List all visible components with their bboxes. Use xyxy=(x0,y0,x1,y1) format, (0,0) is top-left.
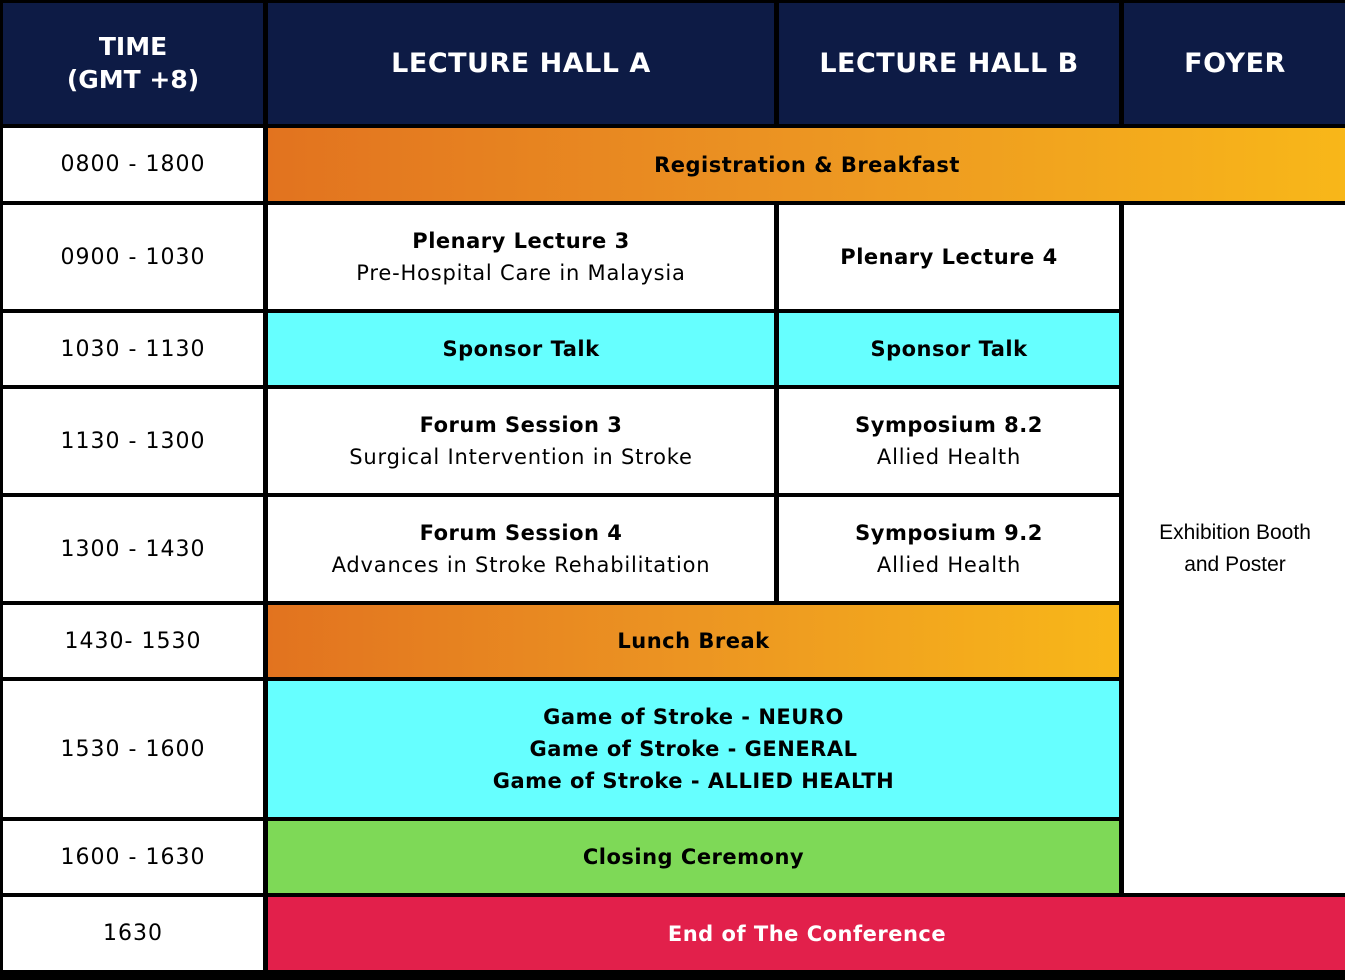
foyer-line1: Exhibition Booth xyxy=(1159,521,1311,544)
session-registration xyxy=(268,128,1345,201)
session-subtitle: Advances in Stroke Rehabilitation xyxy=(331,553,711,577)
session-lunch-break xyxy=(268,605,1119,677)
header-foyer: FOYER xyxy=(1124,3,1345,124)
header-time xyxy=(3,3,263,124)
foyer-exhibition xyxy=(1124,205,1345,893)
session-title-line: Game of Stroke - ALLIED HEALTH xyxy=(492,769,895,793)
header-hall-a: LECTURE HALL A xyxy=(268,3,774,124)
session-title: Forum Session 3 xyxy=(419,413,623,437)
header-time-line1: TIME xyxy=(98,32,168,61)
header-time-line2: (GMT +8) xyxy=(66,64,200,94)
session-title-line: Game of Stroke - GENERAL xyxy=(529,737,858,761)
session-sponsor-talk-b xyxy=(779,313,1119,385)
session-closing-ceremony xyxy=(268,821,1119,893)
time-cell: 1030 - 1130 xyxy=(3,313,263,385)
session-subtitle: Allied Health xyxy=(876,445,1022,469)
session-sponsor-talk-a xyxy=(268,313,774,385)
session-plenary-lecture-4 xyxy=(779,205,1119,309)
time-cell: 1430- 1530 xyxy=(3,605,263,677)
time-cell: 1630 xyxy=(3,897,263,970)
session-forum-session-3 xyxy=(268,389,774,493)
session-subtitle: Surgical Intervention in Stroke xyxy=(349,445,693,469)
session-title: Symposium 9.2 xyxy=(855,521,1043,545)
session-title: End of The Conference xyxy=(667,921,947,946)
time-cell: 0800 - 1800 xyxy=(3,128,263,201)
session-end-of-conference xyxy=(268,897,1345,970)
session-title: Symposium 8.2 xyxy=(855,413,1043,437)
time-cell: 1530 - 1600 xyxy=(3,681,263,817)
session-subtitle: Allied Health xyxy=(876,553,1022,577)
session-plenary-lecture-3 xyxy=(268,205,774,309)
header-hall-b: LECTURE HALL B xyxy=(779,3,1119,124)
session-title: Closing Ceremony xyxy=(582,845,805,869)
foyer-line2: and Poster xyxy=(1184,553,1286,576)
session-game-of-stroke xyxy=(268,681,1119,817)
time-cell: 1600 - 1630 xyxy=(3,821,263,893)
session-forum-session-4 xyxy=(268,497,774,601)
session-title: Sponsor Talk xyxy=(442,337,600,361)
session-symposium-9-2 xyxy=(779,497,1119,601)
session-subtitle: Pre-Hospital Care in Malaysia xyxy=(356,261,686,285)
session-symposium-8-2 xyxy=(779,389,1119,493)
session-title-line: Game of Stroke - NEURO xyxy=(543,705,844,729)
session-title: Sponsor Talk xyxy=(870,337,1028,361)
time-cell: 1130 - 1300 xyxy=(3,389,263,493)
session-title: Plenary Lecture 3 xyxy=(412,229,630,253)
time-cell: 1300 - 1430 xyxy=(3,497,263,601)
session-title: Registration & Breakfast xyxy=(654,152,960,177)
session-title: Plenary Lecture 4 xyxy=(840,245,1058,269)
session-title: Forum Session 4 xyxy=(419,521,623,545)
time-cell: 0900 - 1030 xyxy=(3,205,263,309)
session-title: Lunch Break xyxy=(617,629,770,653)
